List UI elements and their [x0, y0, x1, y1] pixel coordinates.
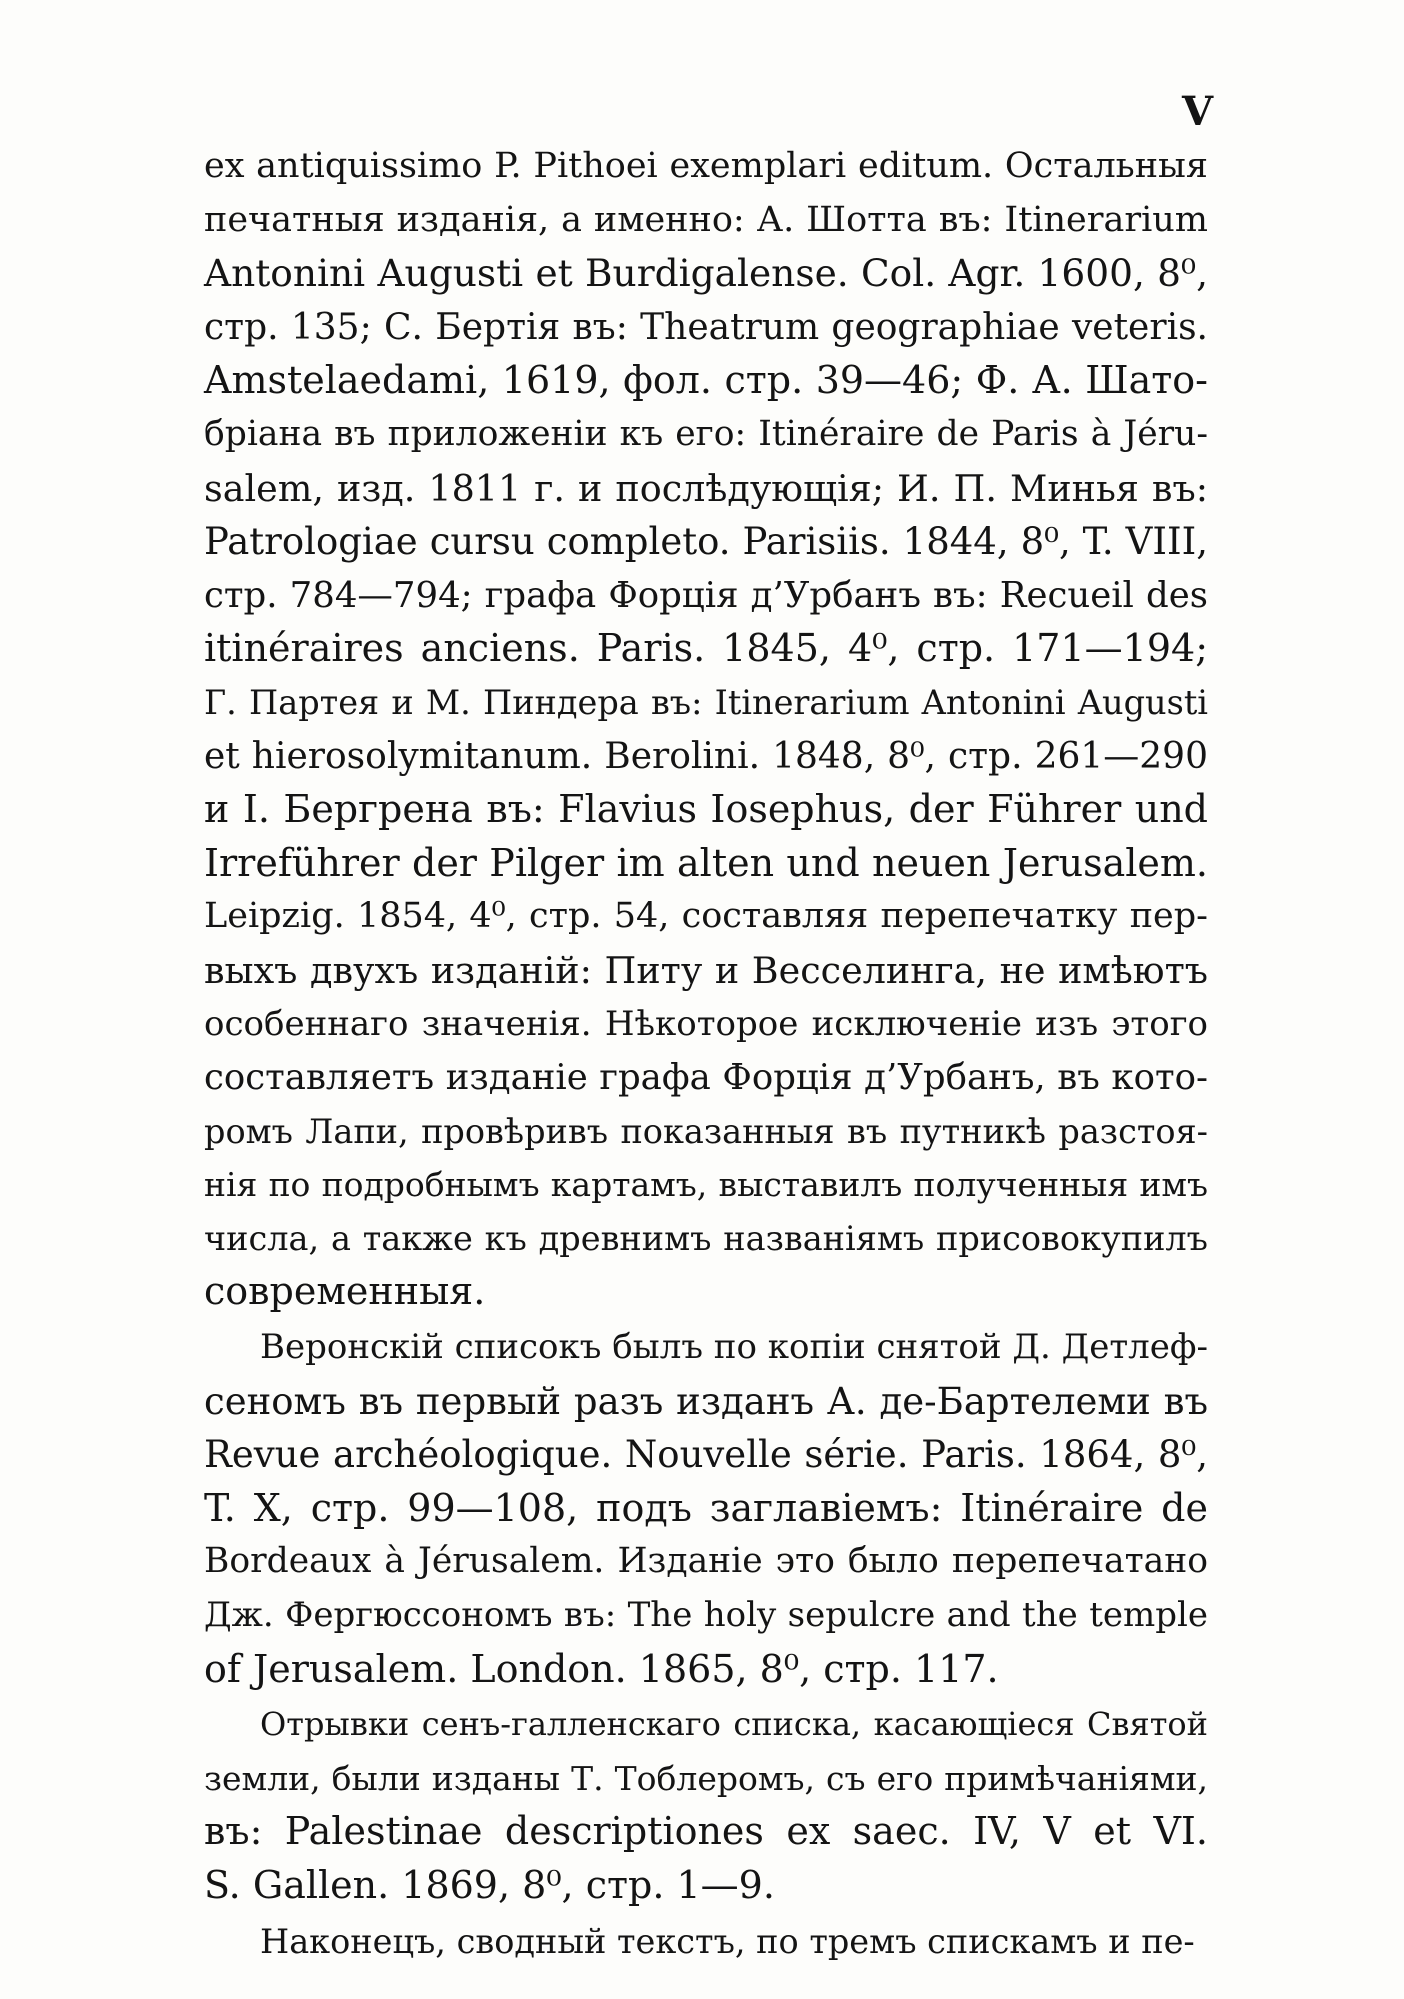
- text-line: Leipzig. 1854, 4⁰, стр. 54, составляя перепечатку пер-: [204, 896, 1208, 937]
- text-line: Irreführer der Pilger im alten und neuen Jerusalem.: [204, 840, 1208, 885]
- text-line: T. X, стр. 99—108, подъ заглавіемъ: Itinéraire de: [204, 1485, 1208, 1530]
- text-line: Дж. Фергюссономъ въ: The holy sepulcre and the temple: [204, 1595, 1208, 1636]
- text-line: of Jerusalem. London. 1865, 8⁰, стр. 117.: [204, 1646, 999, 1691]
- text-line: Revue archéologique. Nouvelle série. Paris. 1864, 8⁰,: [204, 1433, 1208, 1477]
- text-line: Antonini Augusti et Burdigalense. Col. Agr. 1600, 8⁰,: [204, 251, 1208, 296]
- text-line: числа, а также къ древнимъ названіямъ присовокупилъ: [204, 1218, 1208, 1258]
- paragraph: [204, 1321, 1208, 1696]
- text-line: сеномъ въ первый разъ изданъ А. де-Бартелеми въ: [204, 1379, 1208, 1423]
- text-line: особеннаго значенія. Нѣкоторое исключеніе изъ этого: [204, 1003, 1208, 1044]
- text-line: Patrologiae cursu completo. Parisiis. 1844, 8⁰, T. VIII,: [204, 520, 1208, 564]
- text-line: et hierosolymitanum. Berolini. 1848, 8⁰, стр. 261—290: [204, 735, 1208, 777]
- body-text: [204, 140, 1208, 1968]
- text-line: Отрывки сенъ-галленскаго списка, касающіеся Святой: [260, 1705, 1208, 1744]
- text-line: и I. Бергрена въ: Flavius Iosephus, der Führer und: [204, 787, 1208, 832]
- text-line: Bordeaux à Jérusalem. Изданіе это было перепечатано: [204, 1541, 1208, 1582]
- text-line: въ: Palestinae descriptiones ex saec. IV, V et VI.: [204, 1809, 1208, 1854]
- text-line: стр. 135; С. Бертія въ: Theatrum geographiae veteris.: [204, 306, 1208, 348]
- text-line: стр. 784—794; графа Форція д’Урбанъ въ: Recueil des: [204, 574, 1208, 616]
- text-line: S. Gallen. 1869, 8⁰, стр. 1—9.: [204, 1863, 775, 1907]
- page-number: V: [1181, 88, 1214, 135]
- text-line: itinéraires anciens. Paris. 1845, 4⁰, стр. 171—194;: [204, 626, 1208, 671]
- text-line: земли, были изданы Т. Тоблеромъ, съ его примѣчаніями,: [204, 1758, 1208, 1798]
- text-line: Amstelaedami, 1619, фол. стр. 39—46; Ф. А. Шато-: [204, 358, 1208, 403]
- text-line: составляетъ изданіе графа Форція д’Урбанъ, въ кото-: [204, 1057, 1208, 1099]
- text-line: выхъ двухъ изданій: Питу и Весселинга, не имѣютъ: [204, 948, 1208, 992]
- text-line: Наконецъ, сводный текстъ, по тремъ спискамъ и пе-: [260, 1921, 1195, 1961]
- text-line: современныя.: [204, 1269, 486, 1314]
- text-line: бріана въ приложеніи къ его: Itinéraire de Paris à Jéru-: [204, 413, 1208, 454]
- paragraph: [204, 140, 1208, 1319]
- text-line: Г. Партея и М. Пиндера въ: Itinerarium Antonini Augusti: [204, 682, 1208, 722]
- text-line: ex antiquissimo P. Pithoei exemplari editum. Остальныя: [204, 146, 1208, 186]
- paragraph: [204, 1915, 1208, 1969]
- text-line: печатныя изданія, а именно: А. Шотта въ: Itinerarium: [204, 199, 1208, 240]
- paragraph: [204, 1698, 1208, 1912]
- text-line: salem, изд. 1811 г. и послѣдующія; И. П. Минья въ:: [204, 466, 1208, 510]
- text-line: ромъ Лапи, провѣривъ показанныя въ путникѣ разстоя-: [204, 1111, 1208, 1151]
- text-line: нія по подробнымъ картамъ, выставилъ полученныя имъ: [204, 1165, 1208, 1205]
- text-line: Веронскій списокъ былъ по копіи снятой Д. Детлеф-: [260, 1327, 1208, 1368]
